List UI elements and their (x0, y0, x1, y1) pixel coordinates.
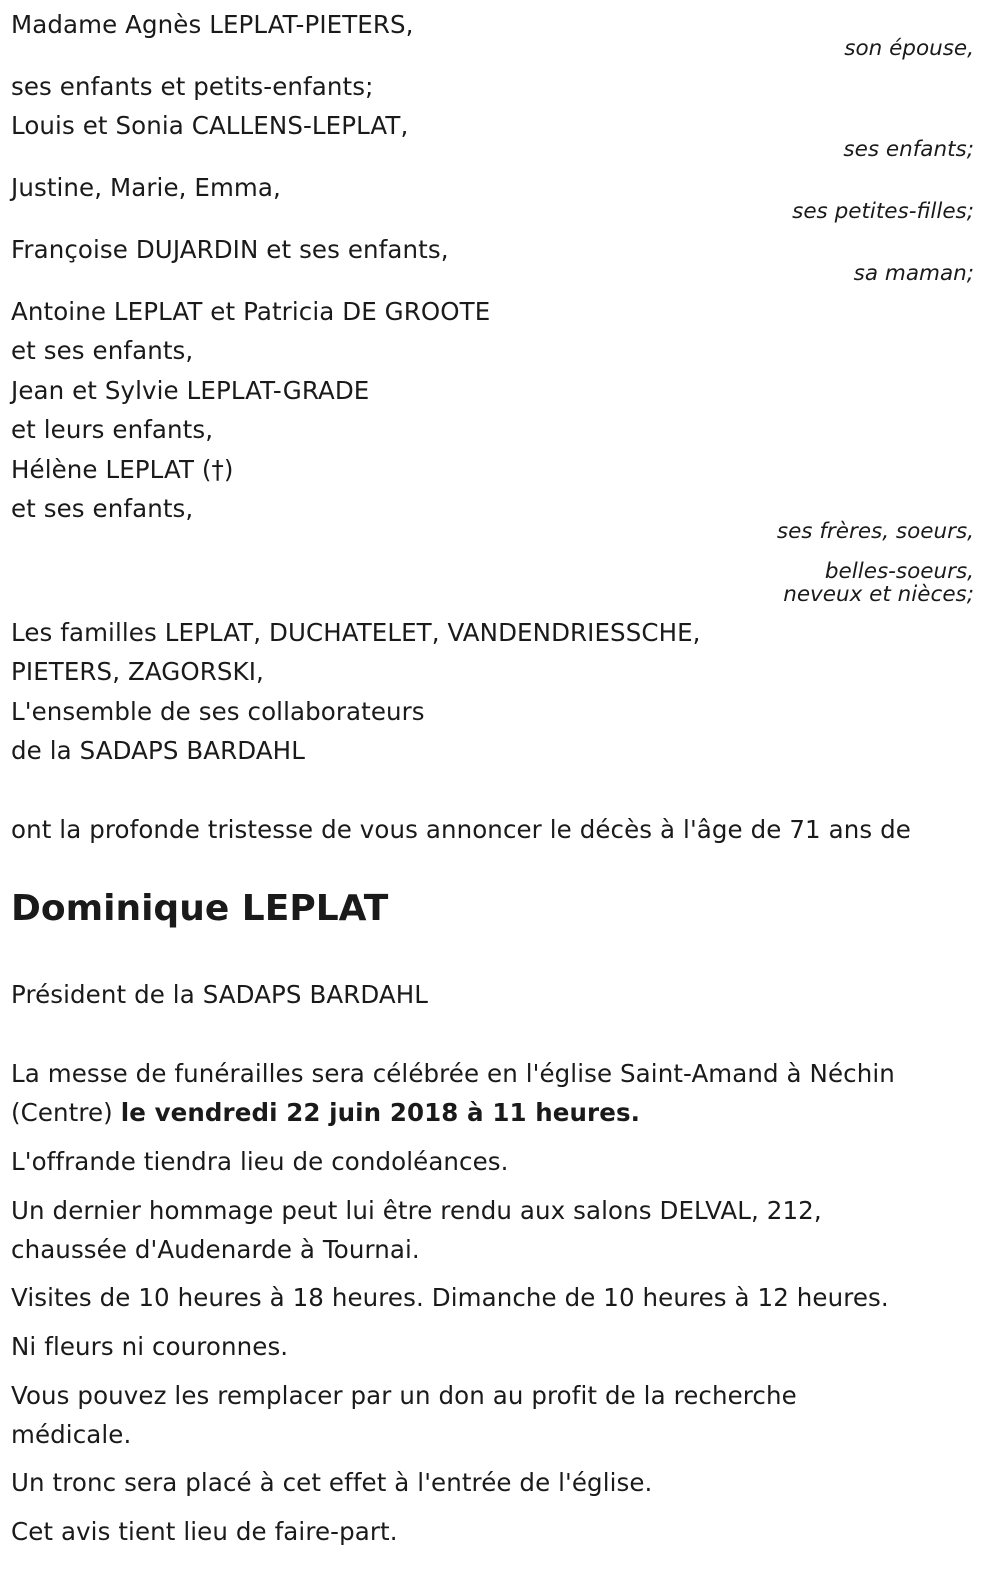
children-names: Louis et Sonia CALLENS-LEPLAT, (11, 111, 409, 140)
others-line: L'ensemble de ses collaborateurs (11, 697, 425, 726)
visits: Visites de 10 heures à 18 heures. Dimanche de 10 heures à 12 heures. (11, 1283, 889, 1312)
siblings-line: Jean et Sylvie LEPLAT-GRADE (11, 376, 370, 405)
children-role: ses enfants; (843, 137, 974, 162)
spouse-name: Madame Agnès LEPLAT-PIETERS, (11, 10, 414, 39)
siblings-line: et ses enfants, (11, 494, 194, 523)
notice-statement: Cet avis tient lieu de faire-part. (11, 1517, 398, 1546)
mass-line-1: La messe de funérailles sera célébrée en l'église Saint-Amand à Néchin (11, 1059, 895, 1088)
tribute-line-2: chaussée d'Audenarde à Tournai. (11, 1235, 420, 1264)
donation-line-2: médicale. (11, 1420, 132, 1449)
deceased-title: Président de la SADAPS BARDAHL (11, 980, 429, 1009)
others-line: de la SADAPS BARDAHL (11, 736, 305, 765)
deceased-name: Dominique LEPLAT (11, 888, 389, 929)
mass-location-suffix: (Centre) (11, 1098, 113, 1127)
spouse-role: son épouse, (844, 36, 974, 61)
siblings-line: Hélène LEPLAT (†) (11, 455, 234, 484)
siblings-line: et leurs enfants, (11, 415, 214, 444)
siblings-role: neveux et nièces; (783, 582, 974, 607)
siblings-line: Antoine LEPLAT et Patricia DE GROOTE (11, 297, 491, 326)
siblings-role: ses frères, soeurs, (776, 519, 974, 544)
tribute-line-1: Un dernier hommage peut lui être rendu aux salons DELVAL, 212, (11, 1196, 822, 1225)
offering: L'offrande tiendra lieu de condoléances. (11, 1147, 509, 1176)
mass-line-2 (11, 1098, 640, 1128)
announcement: ont la profonde tristesse de vous annoncer le décès à l'âge de 71 ans de (11, 815, 911, 844)
mass-date-time: le vendredi 22 juin 2018 à 11 heures. (120, 1098, 641, 1127)
mother-name: Françoise DUJARDIN et ses enfants, (11, 235, 449, 264)
grandchildren-names: Justine, Marie, Emma, (11, 173, 281, 202)
mother-role: sa maman; (853, 261, 974, 286)
children-intro: ses enfants et petits-enfants; (11, 72, 374, 101)
others-line: PIETERS, ZAGORSKI, (11, 657, 264, 686)
siblings-role: belles-soeurs, (824, 559, 974, 584)
donation-box: Un tronc sera placé à cet effet à l'entrée de l'église. (11, 1468, 653, 1497)
siblings-line: et ses enfants, (11, 336, 194, 365)
donation-line-1: Vous pouvez les remplacer par un don au profit de la recherche (11, 1381, 797, 1410)
no-flowers: Ni fleurs ni couronnes. (11, 1332, 289, 1361)
grandchildren-role: ses petites-filles; (792, 199, 974, 224)
others-line: Les familles LEPLAT, DUCHATELET, VANDENDRIESSCHE, (11, 618, 701, 647)
